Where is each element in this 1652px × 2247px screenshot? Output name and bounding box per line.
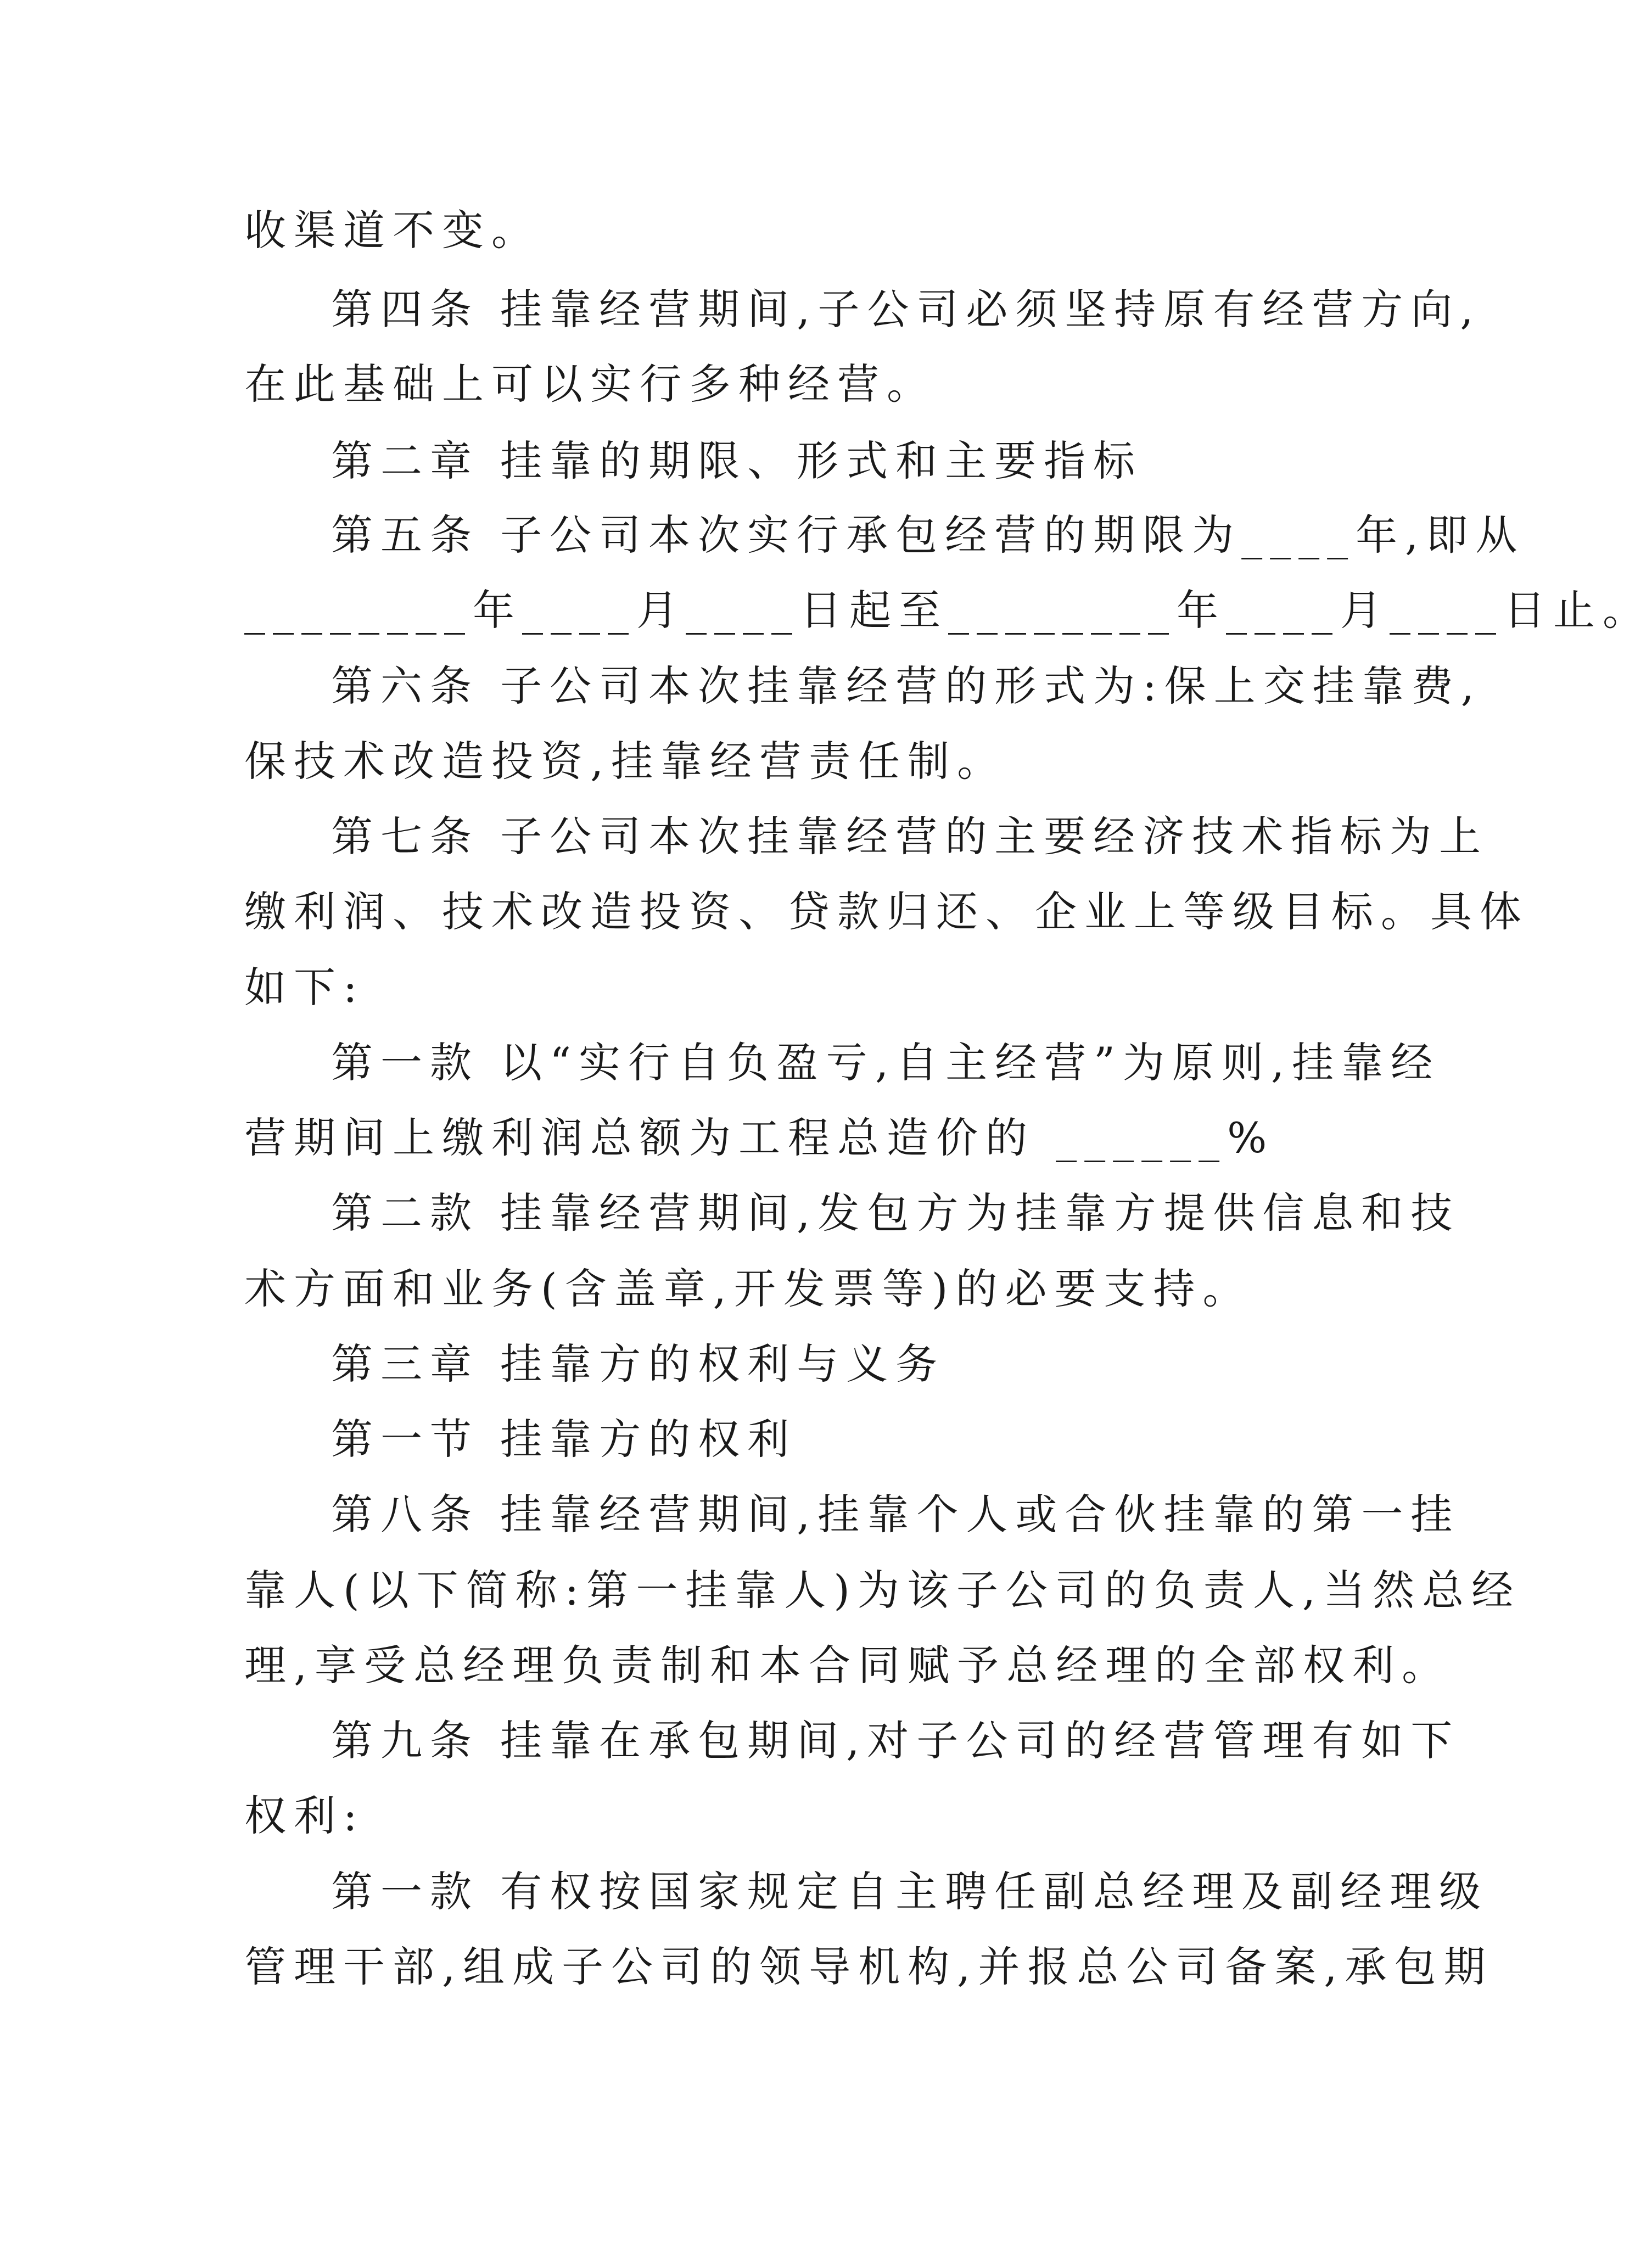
text-line: 第七条 子公司本次挂靠经营的主要经济技术指标为上 <box>331 812 1489 861</box>
text-line: 营期间上缴利润总额为工程总造价的 ______% <box>244 1113 1275 1162</box>
text-line: 第二款 挂靠经营期间,发包方为挂靠方提供信息和技 <box>331 1189 1460 1237</box>
text-line: 第八条 挂靠经营期间,挂靠个人或合伙挂靠的第一挂 <box>331 1490 1460 1539</box>
text-line: 权利: <box>244 1791 365 1840</box>
text-line: 第四条 挂靠经营期间,子公司必须坚持原有经营方向, <box>331 285 1481 334</box>
date-range-line: ________年____月____日起至________年____月____日止。 <box>244 586 1652 635</box>
text-line: 第六条 子公司本次挂靠经营的形式为:保上交挂靠费, <box>331 662 1482 710</box>
text-line: 靠人(以下简称:第一挂靠人)为该子公司的负责人,当然总经 <box>244 1566 1521 1615</box>
text-line: 保技术改造投资,挂靠经营责任制。 <box>244 737 1007 786</box>
text-line: 第五条 子公司本次实行承包经营的期限为____年,即从 <box>331 511 1525 559</box>
section-heading: 第一节 挂靠方的权利 <box>331 1415 797 1464</box>
text-line: 在此基础上可以实行多种经营。 <box>244 360 936 408</box>
text-line: 如下: <box>244 963 365 1012</box>
text-line: 管理干部,组成子公司的领导机构,并报总公司备案,承包期 <box>244 1942 1493 1991</box>
text-line: 收渠道不变。 <box>244 206 541 255</box>
text-line: 第一款 以“实行自负盈亏,自主经营”为原则,挂靠经 <box>331 1038 1441 1087</box>
text-line: 缴利润、技术改造投资、贷款归还、企业上等级目标。具体 <box>244 887 1529 936</box>
text-line: 术方面和业务(含盖章,开发票等)的必要支持。 <box>244 1264 1252 1313</box>
text-line: 理,享受总经理负责制和本合同赋予总经理的全部权利。 <box>244 1641 1452 1690</box>
text-line: 第一款 有权按国家规定自主聘任副总经理及副经理级 <box>331 1867 1489 1916</box>
text-line: 第九条 挂靠在承包期间,对子公司的经营管理有如下 <box>331 1716 1460 1765</box>
chapter-heading: 第三章 挂靠方的权利与义务 <box>331 1340 945 1388</box>
chapter-heading: 第二章 挂靠的期限、形式和主要指标 <box>331 436 1143 485</box>
